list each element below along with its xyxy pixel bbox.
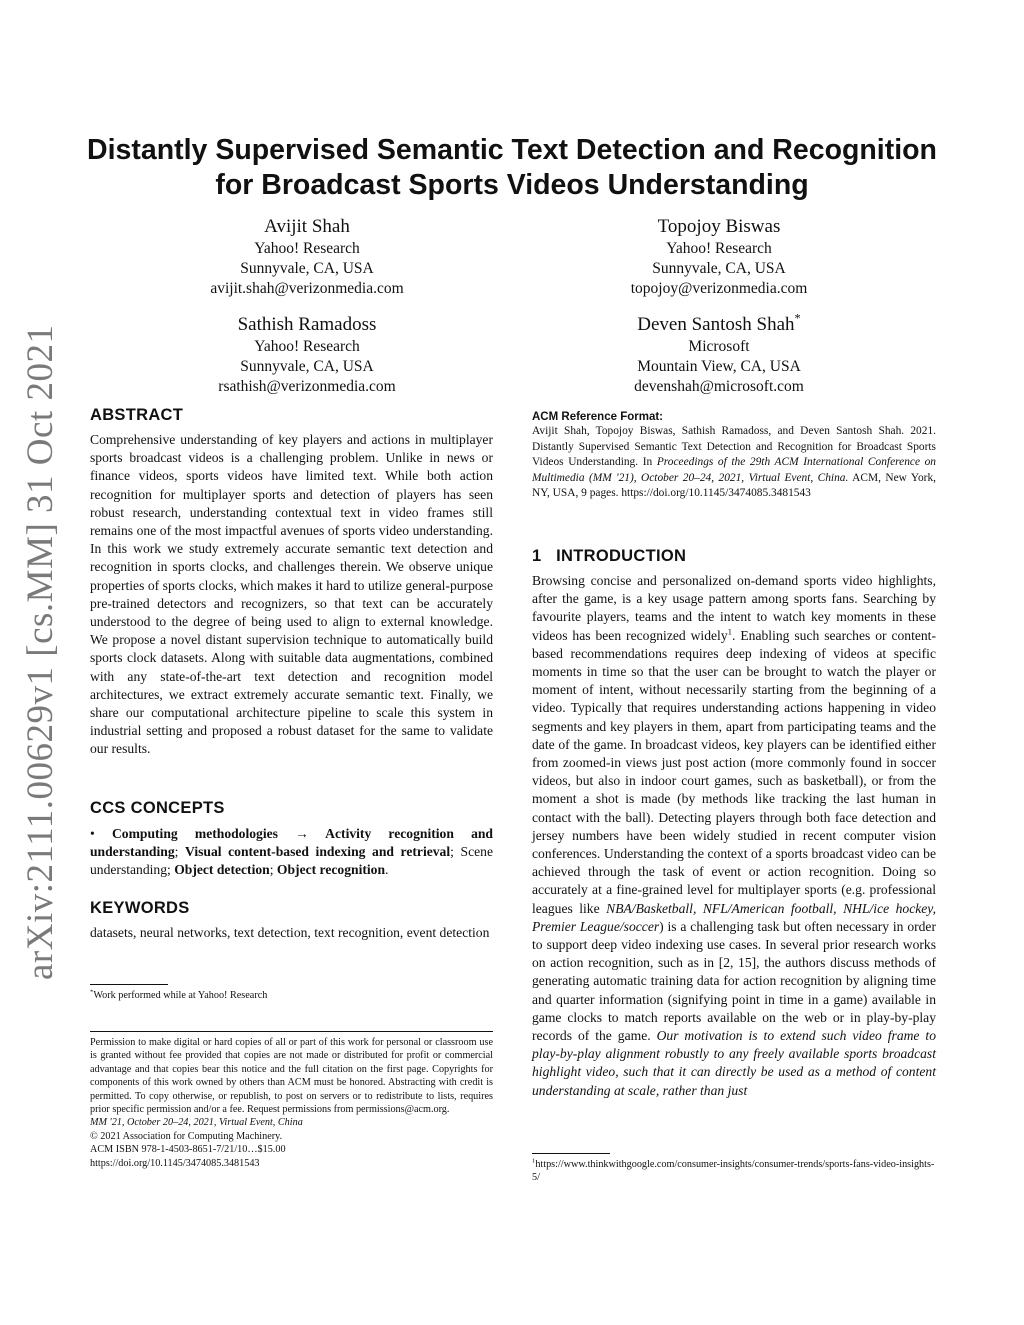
abstract-text: Comprehensive understanding of key players and actions in multiplayer sports broadcast videos is a challenging problem. Unlike in news or finance videos, sports videos have limited text. While both action recognition for multiplayer sports and detection of players has seen robust research, understanding contextual text in video frames still remains one of the most impactful avenues of sports video understanding. In this work we study extremely accurate semantic text detection and recognition in sports clocks, and challenges therein. We observe unique properties of sports clocks, which makes it hard to utilize general-purpose pre-trained detectors and recognizers, so that text can be accurately understood to the degree of being used to align to external knowledge. We propose a novel distant supervision technique to automatically build sports clock datasets. Along with suitable data augmentations, combined with any state-of-the-art text detection and recognition model architectures, we extract extremely accurate semantic text. Finally, we share our computational architecture pipeline to scale this system in industrial setting and proposed a robust dataset for the same to validate our results. xyxy=(90,432,493,757)
ccs-text: • Computing methodologies → Activity recognition and understanding; Visual content-based indexing and retrieval; Scene understanding; Object detection; Object recognition. xyxy=(90,826,493,878)
author-block-2 xyxy=(539,215,899,299)
author-location: Sunnyvale, CA, USA xyxy=(240,358,374,375)
author-name: Avijit Shah xyxy=(264,216,350,237)
ccs-heading: CCS CONCEPTS xyxy=(90,799,225,817)
author-email: avijit.shah@verizonmedia.com xyxy=(210,280,404,297)
introduction-heading: 1 INTRODUCTION xyxy=(532,547,687,565)
author-footnote-mark: * xyxy=(794,311,801,326)
author-footnote: *Work performed while at Yahoo! Research xyxy=(90,988,268,1001)
keywords-text: datasets, neural networks, text detection, text recognition, event detection xyxy=(90,925,490,940)
acm-reference-heading: ACM Reference Format: xyxy=(532,411,663,423)
keywords-heading: KEYWORDS xyxy=(90,899,190,917)
author-email: rsathish@verizonmedia.com xyxy=(218,378,396,395)
author-affiliation: Yahoo! Research xyxy=(254,338,360,355)
author-location: Sunnyvale, CA, USA xyxy=(652,260,786,277)
permission-text: Permission to make digital or hard copies of all or part of this work for personal or classroom use is granted without fee provided that copies are not made or distributed for profit or commercial advantage and that copies bear this notice and the full citation on the first page. Copyrights for components of this work owned by others than ACM must be honored. Abstracting with credit is permitted. To copy otherwise, or republish, to post on servers or to redistribute to lists, requires prior specific permission and/or a fee. Request permissions from permissions@acm.org. xyxy=(90,1037,493,1116)
permission-rule xyxy=(90,1031,493,1032)
author-block-3 xyxy=(127,313,487,397)
acm-reference-text: Avijit Shah, Topojoy Biswas, Sathish Ramadoss, and Deven Santosh Shah. 2021. Distantly Supervised Semantic Text Detection and Recognition for Broadcast Sports Videos Understanding. In Proceedings of the 29th ACM International Conference on Multimedia (MM '21), October 20–24, 2021, Virtual Event, China. ACM, New York, NY, USA, 9 pages. https://doi.org/10.1145/3474085.3481543 xyxy=(532,425,937,500)
abstract-section xyxy=(90,406,493,759)
author-email: devenshah@microsoft.com xyxy=(634,378,804,395)
url-footnote: $^1$https://www.thinkwithgoogle.com/consumer-insights/consumer-trends/sports-fans-video-insights-5/ xyxy=(532,1157,935,1184)
author-name: Topojoy Biswas xyxy=(657,216,781,237)
paper-title xyxy=(80,133,944,203)
author-email: topojoy@verizonmedia.com xyxy=(630,280,808,297)
ccs-section xyxy=(90,799,493,880)
permission-block xyxy=(90,1036,493,1170)
permission-doi: https://doi.org/10.1145/3474085.3481543 xyxy=(90,1157,260,1169)
author-name: Deven Santosh Shah* xyxy=(637,311,801,335)
author-location: Mountain View, CA, USA xyxy=(637,358,801,375)
arxiv-sidebar-stamp: arXiv:2111.00629v1 [cs.MM] 31 Oct 2021 xyxy=(20,324,61,980)
footnote-rule xyxy=(90,984,168,985)
author-affiliation: Yahoo! Research xyxy=(254,240,360,257)
keywords-section xyxy=(90,899,493,942)
author-affiliation: Microsoft xyxy=(688,338,750,355)
author-location: Sunnyvale, CA, USA xyxy=(240,260,374,277)
acm-reference-section xyxy=(532,411,936,502)
permission-isbn: ACM ISBN 978-1-4503-8651-7/21/10…$15.00 xyxy=(90,1144,286,1156)
author-block-4 xyxy=(539,313,899,397)
author-block-1 xyxy=(127,215,487,299)
permission-copyright: © 2021 Association for Computing Machinery. xyxy=(90,1130,283,1142)
title-line-2: for Broadcast Sports Videos Understanding xyxy=(215,169,809,201)
footnote-rule-right xyxy=(532,1153,610,1154)
permission-venue: MM '21, October 20–24, 2021, Virtual Event, China xyxy=(90,1117,303,1129)
author-affiliation: Yahoo! Research xyxy=(666,240,772,257)
abstract-heading: ABSTRACT xyxy=(90,406,184,424)
title-line-1: Distantly Supervised Semantic Text Detection and Recognition xyxy=(87,134,937,166)
author-name: Sathish Ramadoss xyxy=(237,314,377,335)
introduction-section xyxy=(532,547,936,1100)
introduction-text: Browsing concise and personalized on-demand sports video highlights, after the game, is a key usage pattern among sports fans. Searching by favourite players, teams and the intent to watch key moments in these videos has been recognized widely$^1$. Enabling such searches or content-based recommendations requires deep indexing of videos at specific moments in time so that the user can be brought to watch the player or moment of intent, without necessarily starting from the beginning of a video. Typically that requires understanding actions happening in video segments and key players in them, apart from participating teams and the date of the game. In broadcast videos, key players can be identified either from zoomed-in views just post action (more commonly found in soccer videos, but also in indoor court games, such as basketball), or from the moment a shot is made (by methods like tracking the last human in contact with the ball). Detecting players through both face detection and jersey numbers have been widely studied in recent computer vision conferences. Understanding the context of a sports broadcast video can be achieved through the task of event or action recognition. Doing so accurately at a fine-grained level for multiplayer sports (e.g. professional leagues like NBA/Basketball, NFL/American football, NHL/ice hockey, Premier League/soccer) is a challenging task but often necessary in order to support deep video indexing use cases. In several prior research works on action recognition, such as in [2, 15], the authors discuss methods of generating automatic training data for action recognition by aligning time and quarter information (signifying point in time in a game) available in game clocks to match reports available on the web or in play-by-play records of the game. Our motivation is to extend such video frame to play-by-play alignment robustly to any freely available sports broadcast highlight video, such that it can directly be used as a method of content understanding at scale, rather than just xyxy=(532,573,936,1098)
